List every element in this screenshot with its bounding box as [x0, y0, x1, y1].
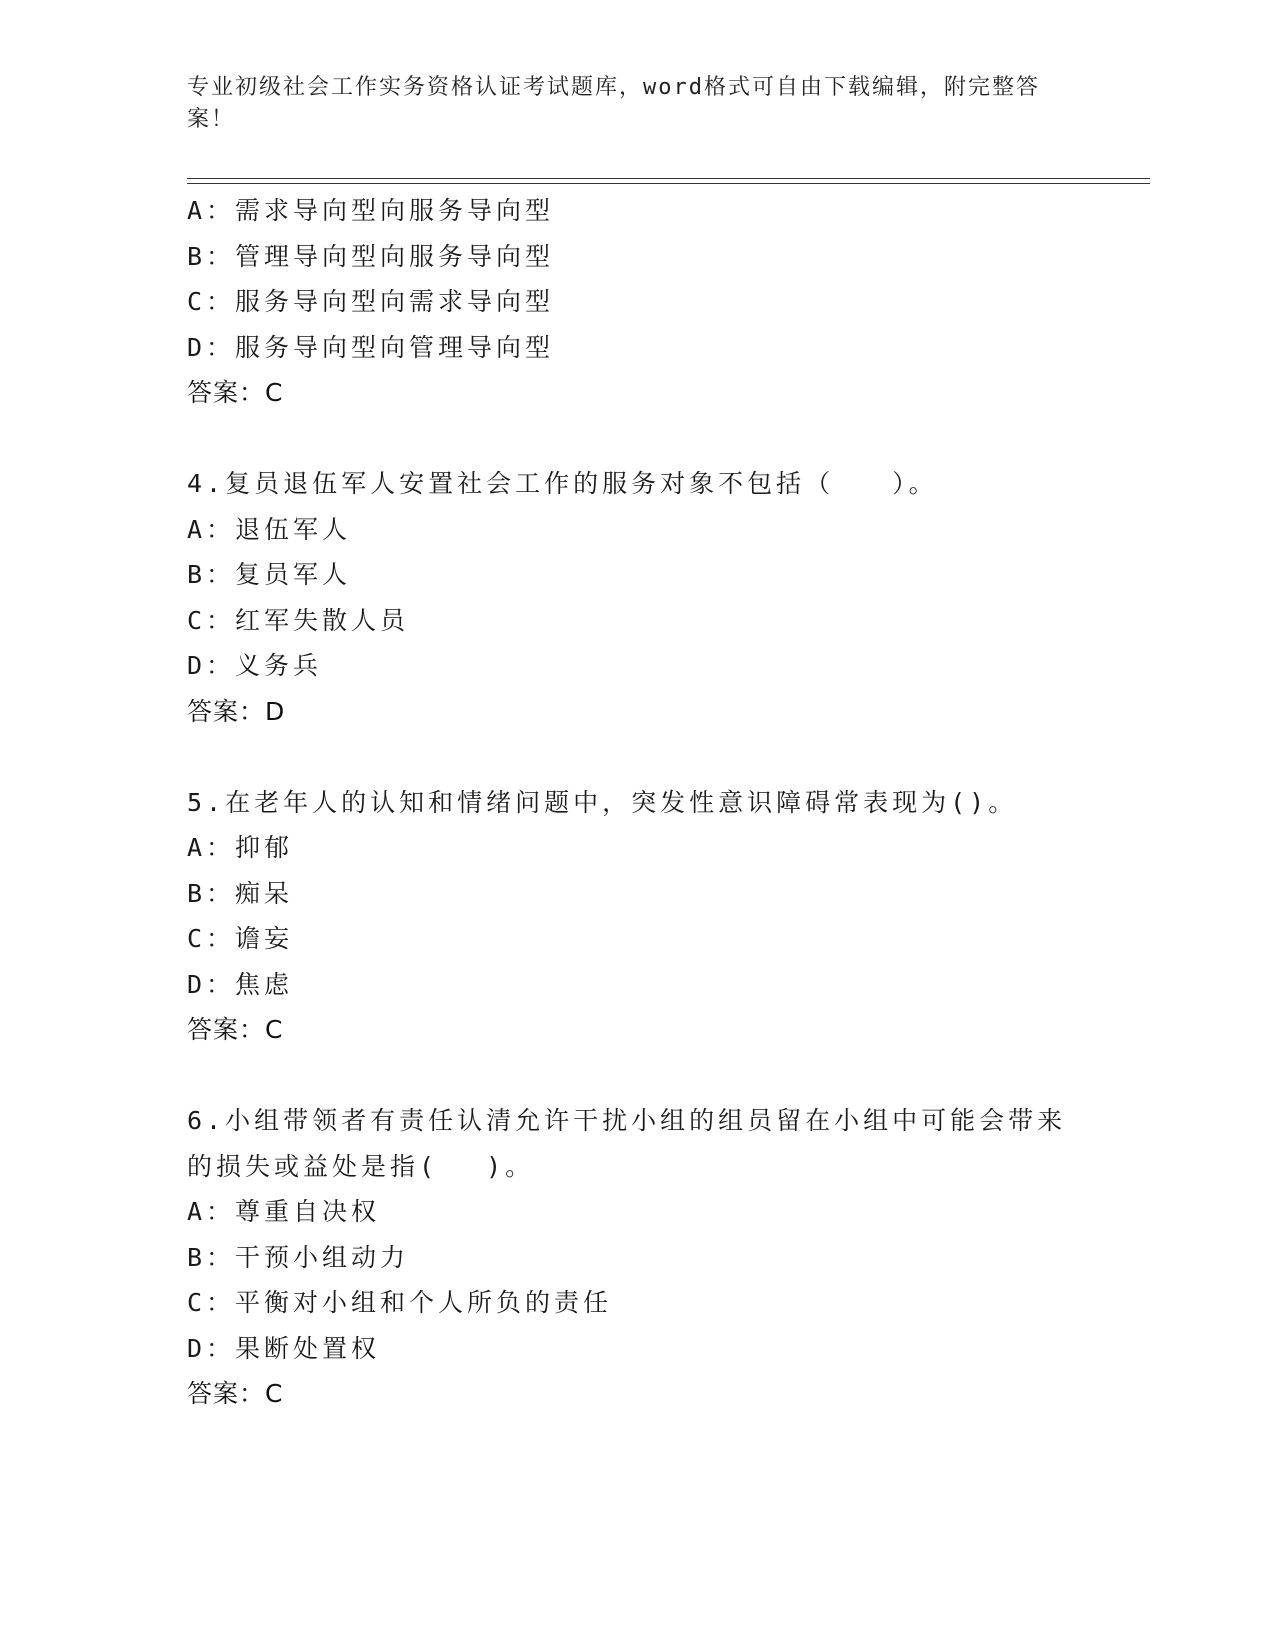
header-rule-bottom: [187, 183, 1150, 184]
option-d: D：义务兵: [187, 651, 323, 680]
header-text: 专业初级社会工作实务资格认证考试题库，word格式可自由下载编辑，附完整答案！: [187, 75, 1040, 132]
document-header: [187, 72, 1067, 136]
spacer: [187, 1053, 1067, 1099]
option-d: D：服务导向型向管理导向型: [187, 332, 555, 362]
option-a: A：退伍军人: [187, 514, 352, 544]
answer-line: 答案：C: [187, 378, 284, 407]
option-c: C：服务导向型向需求导向型: [187, 287, 555, 316]
question-text: 5.在老年人的认知和情绪问题中，突发性意识障碍常表现为()。: [187, 787, 1018, 817]
answer-line: 答案：D: [187, 696, 286, 726]
option-c: C：红军失散人员: [187, 605, 410, 635]
question-text-line-2: 的损失或益处是指( )。: [187, 1151, 535, 1181]
option-a: A：尊重自决权: [187, 1197, 381, 1226]
option-b: B：痴呆: [187, 878, 294, 908]
option-b: B：复员军人: [187, 560, 352, 589]
question-block-4: [187, 461, 1067, 734]
question-block-3: [187, 188, 1067, 416]
answer-line: 答案：C: [187, 1015, 284, 1044]
option-b: B：干预小组动力: [187, 1242, 410, 1272]
header-rule-top: [187, 178, 1150, 179]
question-text: 4.复员退伍军人安置社会工作的服务对象不包括（ ）。: [187, 469, 938, 498]
option-a: A：需求导向型向服务导向型: [187, 196, 555, 225]
question-list: [187, 188, 1067, 1417]
option-c: C：谵妄: [187, 924, 294, 953]
option-d: D：焦虑: [187, 969, 294, 999]
spacer: [187, 416, 1067, 462]
question-text-line-1: 6.小组带领者有责任认清允许干扰小组的组员留在小组中可能会带来: [187, 1106, 1067, 1135]
option-d: D：果断处置权: [187, 1333, 381, 1363]
answer-line: 答案：C: [187, 1379, 284, 1408]
option-b: B：管理导向型向服务导向型: [187, 241, 555, 271]
question-block-5: [187, 780, 1067, 1053]
question-block-6: [187, 1098, 1067, 1417]
spacer: [187, 734, 1067, 780]
option-c: C：平衡对小组和个人所负的责任: [187, 1288, 613, 1317]
option-a: A：抑郁: [187, 833, 294, 862]
